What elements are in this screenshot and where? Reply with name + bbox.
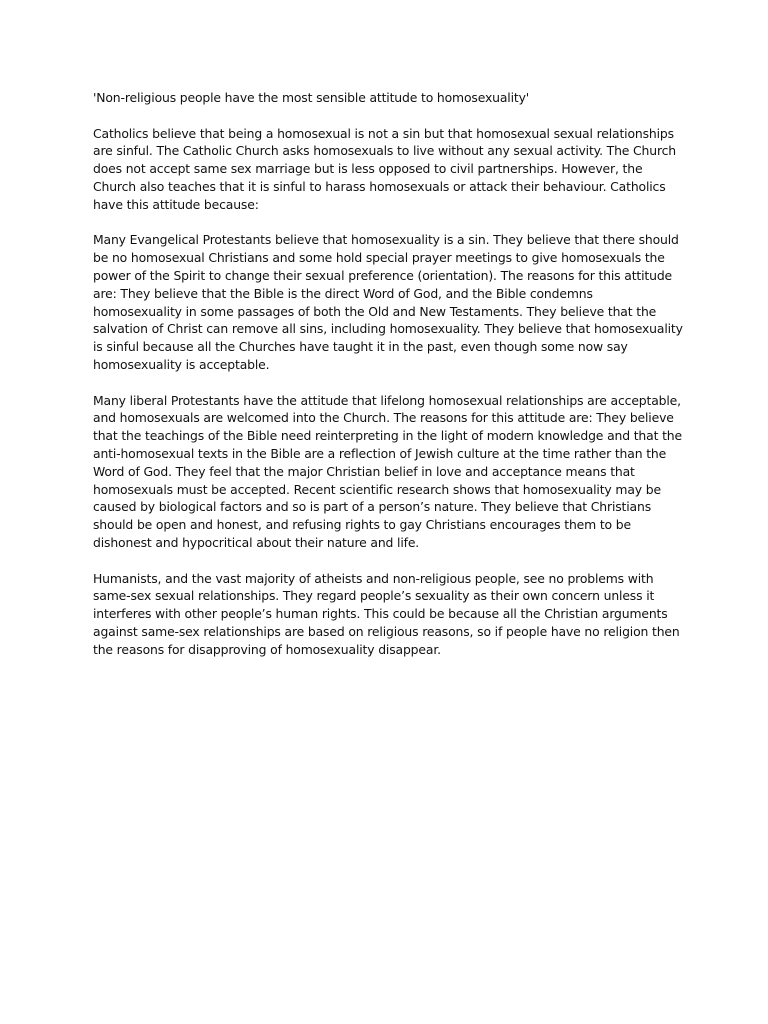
paragraph-evangelical-protestants: Many Evangelical Protestants believe that homosexuality is a sin. They believe that there should be no homosexual Christians and some hold special prayer meetings to give homosexuals the power of the Spirit to change their sexual preference (orientation). The reasons for this attitude are: They believe that the Bible is the direct Word of God, and the Bible condemns homosexuality in some passages of both the Old and New Testaments. They believe that the salvation of Christ can remove all sins, including homosexuality. They believe that homosexuality is sinful because all the Churches have taught it in the past, even though some now say homosexuality is acceptable. — [93, 232, 683, 372]
paragraph-humanists: Humanists, and the vast majority of atheists and non-religious people, see no problems with same-sex sexual relationships. They regard people’s sexuality as their own concern unless it interferes with other people’s human rights. This could be because all the Christian arguments against same-sex relationships are based on religious reasons, so if people have no religion then the reasons for disapproving of homosexuality disappear. — [93, 570, 680, 657]
paragraph-liberal-protestants: Many liberal Protestants have the attitude that lifelong homosexual relationships are acceptable, and homosexuals are welcomed into the Church. The reasons for this attitude are: They believe that the teachings of the Bible need reinterpreting in the light of modern knowledge and that the anti-homosexual texts in the Bible are a reflection of Jewish culture at the time rather than the Word of God. They feel that the major Christian belief in love and acceptance means that homosexuals must be accepted. Recent scientific research shows that homosexuality may be caused by biological factors and so is part of a person’s nature. They believe that Christians should be open and honest, and refusing rights to gay Christians encourages them to be dishonest and hypocritical about their nature and life. — [93, 392, 682, 550]
document-body — [93, 89, 683, 676]
paragraph-catholics: Catholics believe that being a homosexual is not a sin but that homosexual sexual relationships are sinful. The Catholic Church asks homosexuals to live without any sexual activity. The Church does not accept same sex marriage but is less opposed to civil partnerships. However, the Church also teaches that it is sinful to harass homosexuals or attack their behaviour. Catholics have this attitude because: — [93, 125, 677, 212]
document-title: 'Non-religious people have the most sensible attitude to homosexuality' — [93, 90, 530, 105]
